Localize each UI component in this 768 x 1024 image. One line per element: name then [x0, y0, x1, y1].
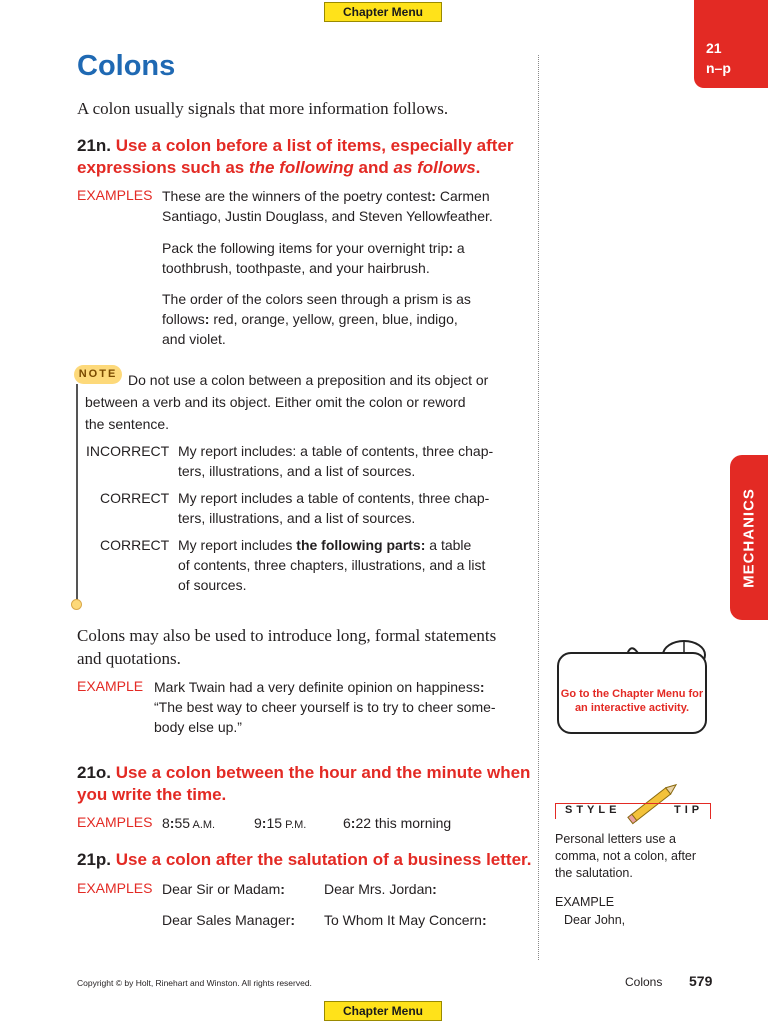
correct-example [178, 488, 528, 528]
tip-line: Personal letters use a [555, 832, 676, 846]
colon-mark: : [431, 188, 436, 204]
example-item [162, 289, 532, 349]
rule-text-italic: the following [248, 158, 354, 177]
chapter-menu-button-top[interactable]: Chapter Menu [324, 2, 442, 22]
rule-text: expressions such as [77, 158, 249, 177]
time-minute: 15 [266, 815, 283, 831]
salutation-example: Dear Mrs. Jordan: [324, 881, 437, 897]
rule-number: 21p. [77, 850, 112, 869]
formal-statements-text [77, 624, 496, 670]
rule-number: 21n. [77, 136, 112, 155]
time-suffix: this morning [371, 815, 452, 831]
tip-line: comma, not a colon, after [555, 849, 697, 863]
examples-label: EXAMPLES [77, 814, 153, 830]
rule-text: Use a colon before a list of items, especially after [115, 136, 514, 155]
note-text [85, 369, 530, 435]
time-suffix: A.M. [190, 819, 216, 831]
example-label: EXAMPLE [77, 678, 144, 694]
time-example: 9:15 P.M. [254, 815, 307, 831]
correct-label: CORRECT [100, 490, 170, 506]
example-text: toothbrush, toothpaste, and your hairbrush. [162, 260, 430, 276]
example-text: “The best way to cheer yourself is to try to cheer some- [154, 699, 496, 715]
salutation-example: Dear Sir or Madam: [162, 881, 285, 897]
example-text: Santiago, Justin Douglass, and Steven Yellowfeather. [162, 208, 493, 224]
examples-label: EXAMPLES [77, 187, 153, 203]
style-tip-label-right: TIP [674, 804, 704, 816]
correct-label: CORRECT [100, 537, 170, 553]
chapter-tab-rules: n–p [706, 60, 731, 76]
salutation-example: Dear Sales Manager: [162, 912, 296, 928]
note-end-dot [71, 599, 82, 610]
intro-text: A colon usually signals that more information follows. [77, 99, 449, 118]
example-text: and violet. [162, 331, 226, 347]
note-line-text: Do not use a colon between a preposition and its object or [128, 372, 489, 388]
time-hour: 6 [343, 815, 351, 831]
tip-right-rule [710, 803, 711, 819]
incorrect-label: INCORRECT [86, 443, 170, 459]
correct-example [178, 535, 528, 595]
time-example: 6:22 this morning [343, 815, 452, 831]
tip-line: the salutation. [555, 866, 633, 880]
example-text: These are the winners of the poetry contest [162, 188, 432, 204]
note-line-text: the sentence. [85, 416, 170, 432]
example-text: The order of the colors seen through a prism is as [162, 291, 471, 307]
interactive-activity-box[interactable] [557, 652, 707, 734]
example-item [154, 677, 529, 737]
example-item [162, 186, 532, 226]
colon-mark: : [448, 240, 454, 256]
example-text: Dear Sir or Madam [162, 881, 281, 897]
mechanics-tab-label: MECHANICS [740, 487, 758, 588]
page-title: Colons [77, 50, 176, 82]
example-text: My report includes: a table of contents, three chap- [178, 443, 494, 459]
salutation-example: To Whom It May Concern: [324, 912, 487, 928]
example-text-bold: the following parts: [296, 537, 426, 553]
note-line-text: between a verb and its object. Either omit the colon or reword [85, 394, 466, 410]
colon-mark: : [479, 679, 485, 695]
example-text: Dear Sales Manager [162, 912, 291, 928]
example-text: Dear Mrs. Jordan [324, 881, 433, 897]
example-text: Carmen [435, 188, 490, 204]
time-hour: 8 [162, 815, 170, 831]
page-number: 579 [689, 973, 713, 989]
rule-21p [77, 849, 537, 871]
rule-text: Use a colon between the hour and the minute when [115, 763, 531, 782]
rule-text: . [475, 158, 481, 177]
rule-text: and [353, 158, 394, 177]
tip-example: Dear John, [564, 913, 626, 927]
example-text: follows [162, 311, 205, 327]
example-text: of contents, three chapters, illustrations, and a list [178, 557, 486, 573]
pencil-icon [622, 778, 686, 826]
tip-example-label: EXAMPLE [555, 895, 615, 909]
chapter-tab-number: 21 [706, 40, 722, 56]
note-badge: NOTE [74, 365, 122, 384]
example-text: body else up.” [154, 719, 242, 735]
tip-left-rule [555, 803, 556, 819]
chapter-tab [694, 0, 768, 88]
time-hour: 9 [254, 815, 262, 831]
time-minute: 55 [174, 815, 191, 831]
rule-21o [77, 762, 537, 806]
example-text: To Whom It May Concern [324, 912, 482, 928]
style-tip-label-left: STYLE [565, 804, 621, 816]
column-divider [538, 55, 539, 960]
example-text: red, orange, yellow, green, blue, indigo, [209, 311, 458, 327]
example-text: a [453, 240, 465, 256]
copyright-text: Copyright © by Holt, Rinehart and Winston. All rights reserved. [77, 978, 312, 988]
time-example: 8:55 A.M. [162, 815, 216, 831]
rule-number: 21o. [77, 763, 112, 782]
interactive-activity-text: Go to the Chapter Menu for an interactive activity. [560, 688, 704, 714]
rule-text-italic: as follows [393, 158, 476, 177]
example-text: My report includes [178, 537, 297, 553]
example-item [162, 238, 532, 278]
time-minute: 22 [355, 815, 372, 831]
example-text: My report includes a table of contents, three chap- [178, 490, 490, 506]
incorrect-example [178, 441, 528, 481]
style-tip-text [555, 831, 715, 882]
colon-mark: : [204, 311, 210, 327]
example-text: ters, illustrations, and a list of sources. [178, 463, 416, 479]
footer-section: Colons [625, 975, 663, 989]
rule-text: Use a colon after the salutation of a business letter. [115, 850, 532, 869]
example-text: a table [425, 537, 472, 553]
rule-21n [77, 135, 537, 179]
chapter-menu-button-bottom[interactable]: Chapter Menu [324, 1001, 442, 1021]
mechanics-side-tab[interactable] [730, 455, 768, 620]
examples-label: EXAMPLES [77, 880, 153, 896]
body-text: Colons may also be used to introduce long, formal statements [77, 626, 497, 645]
example-text: Mark Twain had a very definite opinion on happiness [154, 679, 480, 695]
time-suffix: P.M. [282, 819, 307, 831]
body-text: and quotations. [77, 649, 181, 668]
example-text: Pack the following items for your overnight trip [162, 240, 449, 256]
rule-text: you write the time. [77, 785, 227, 804]
note-rule-line [76, 384, 78, 602]
example-text: ters, illustrations, and a list of sources. [178, 510, 416, 526]
example-text: of sources. [178, 577, 247, 593]
